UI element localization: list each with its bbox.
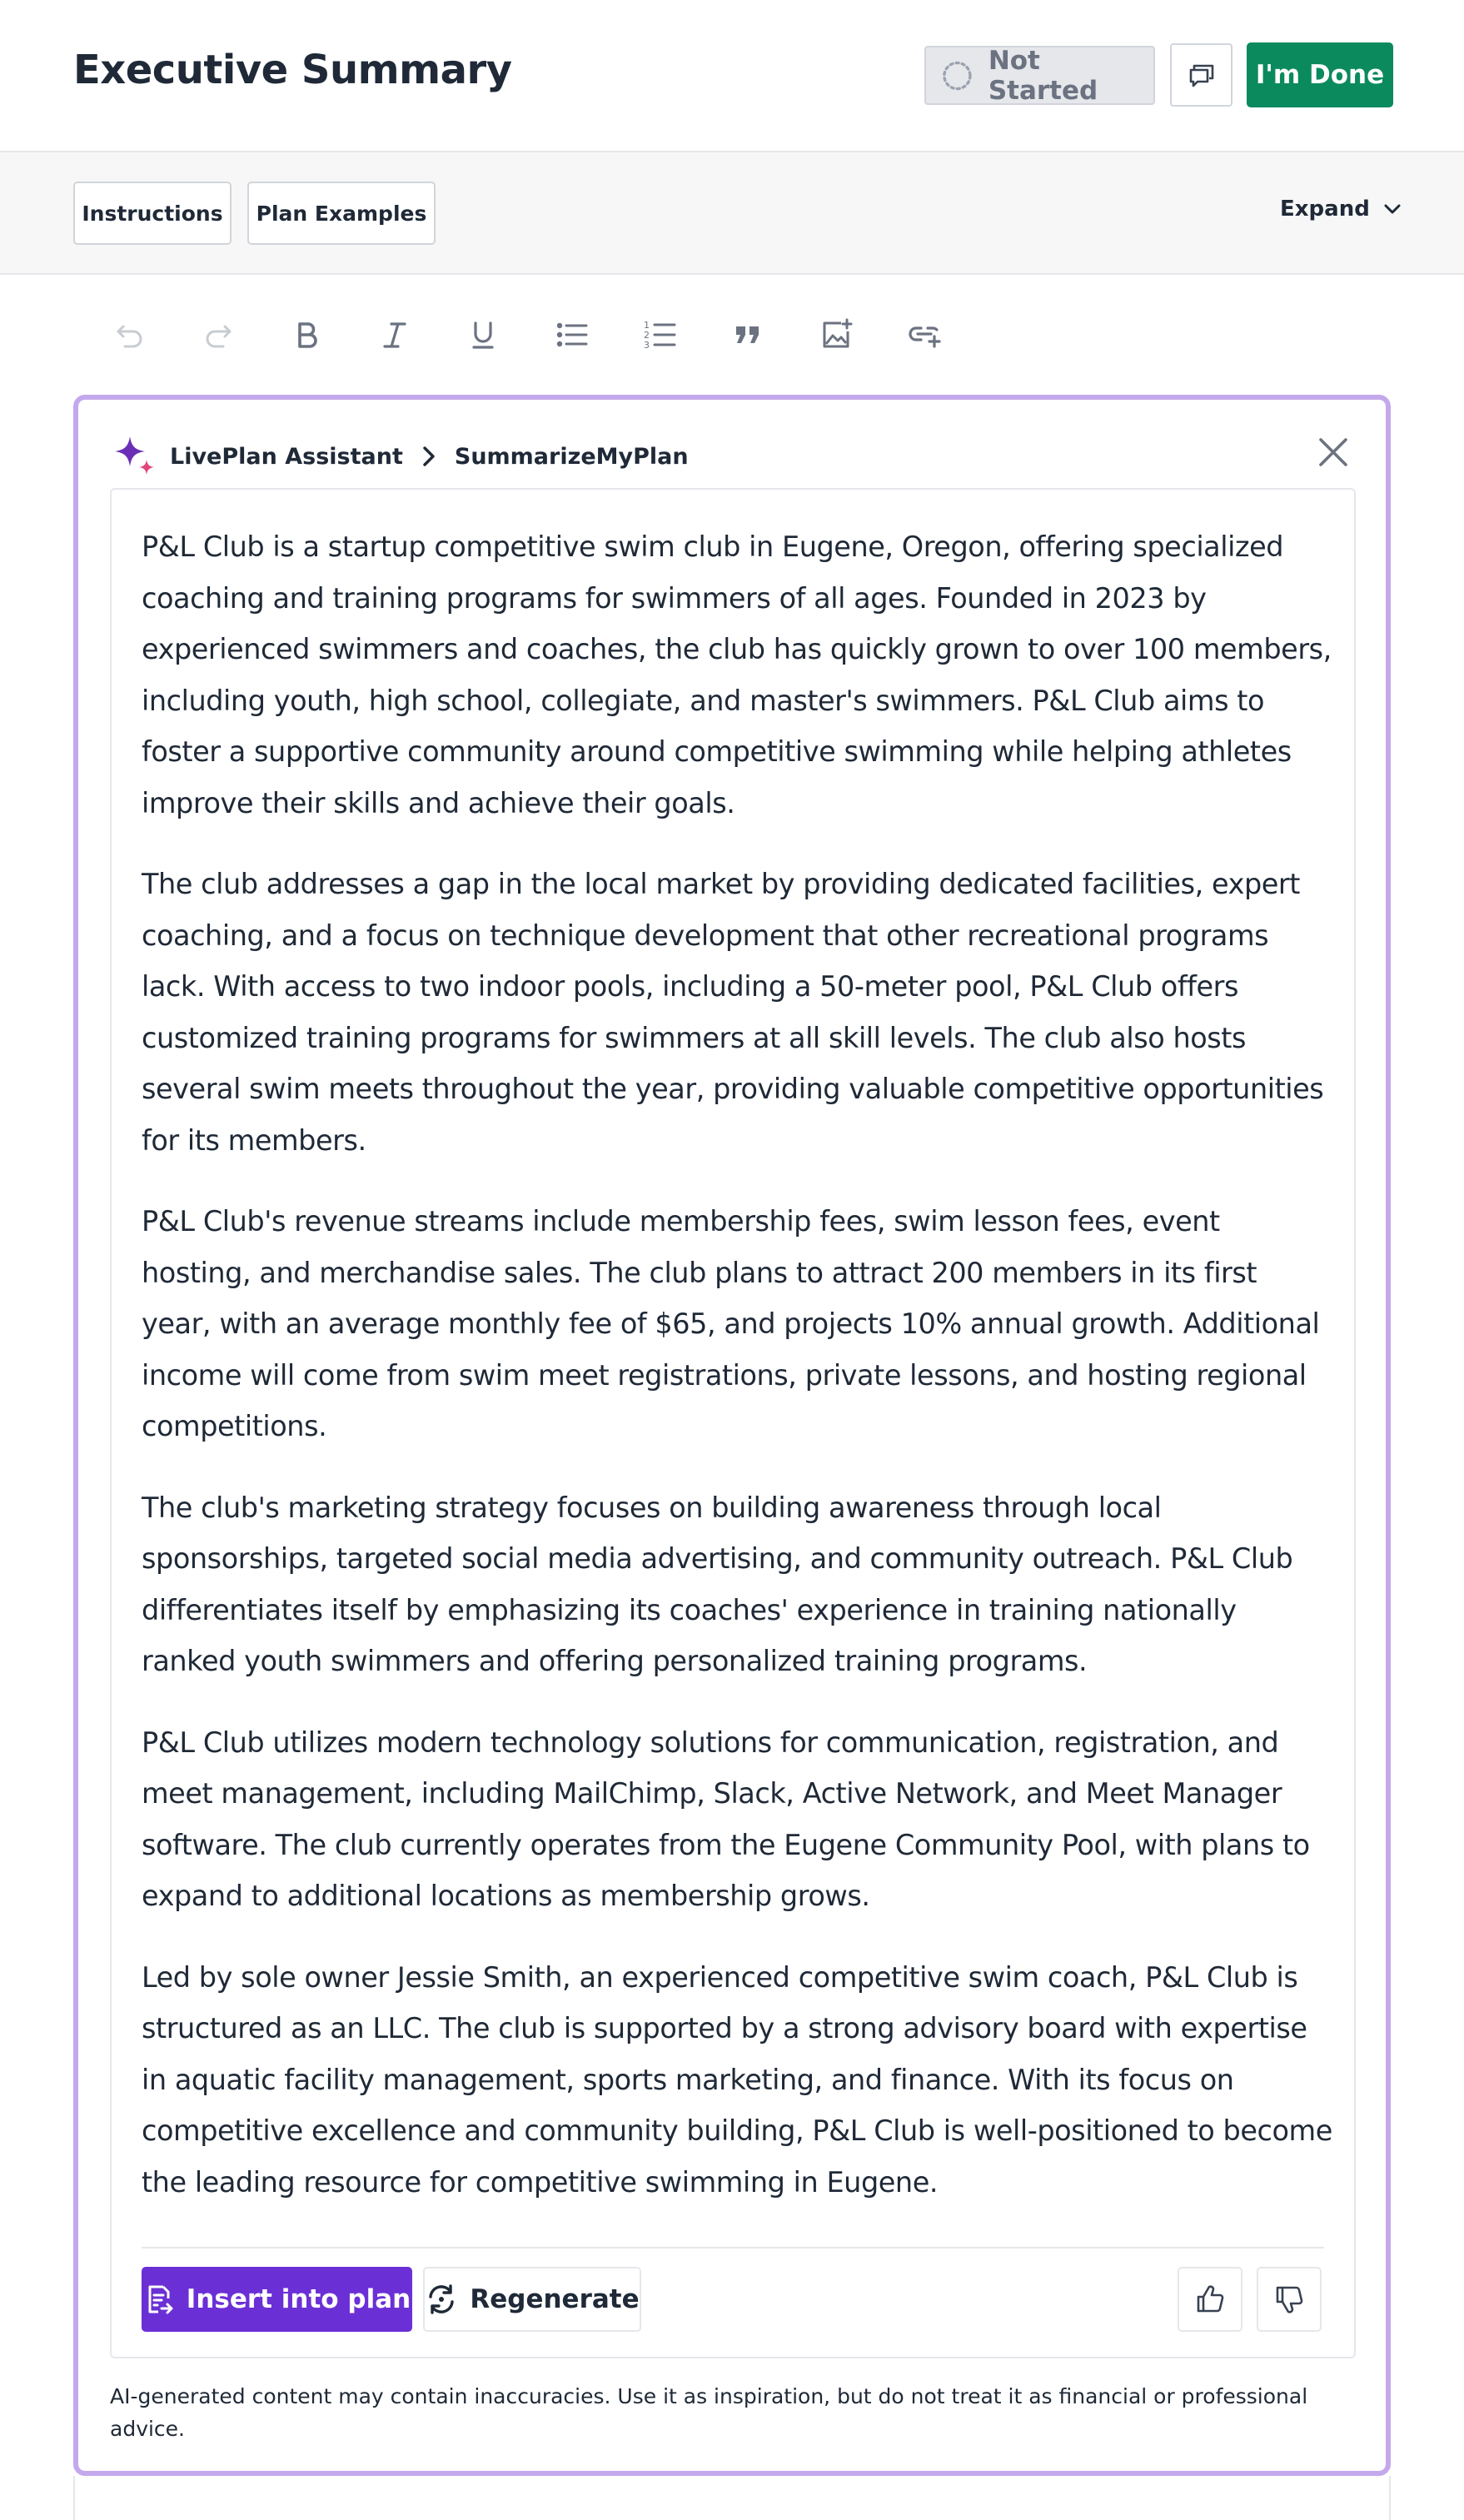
actions-divider <box>142 2247 1324 2249</box>
underline-button[interactable] <box>460 311 506 358</box>
guidance-bar <box>0 152 1464 275</box>
comment-icon <box>1187 60 1217 90</box>
summary-paragraph: The club addresses a gap in the local market by providing dedicated facilities, expert coaching, and a focus on technique development that other recreational programs lack. With access to two indoor pools, including a 50-meter pool, P&L Club offers customized training programs for swimmers at all skill levels. The club also hosts several swim meets throughout the year, providing valuable competitive opportunities for its members. <box>142 868 1324 1157</box>
thumbs-up-icon <box>1193 2283 1227 2316</box>
italic-button[interactable] <box>371 311 418 358</box>
comments-button[interactable] <box>1170 43 1232 107</box>
summary-paragraph: The club's marketing strategy focuses on building awareness through local sponsorships, targeted social media advertising, and community outreach. P&L Club differentiates itself by emphasizing its coaches' experience in training nationally ranked youth swimmers and offering personalized training programs. <box>142 1491 1293 1677</box>
insert-label: Insert into plan <box>186 2284 411 2314</box>
numbered-list-button[interactable] <box>636 311 683 358</box>
numbered-list-icon <box>641 316 678 353</box>
close-icon <box>1317 436 1350 469</box>
breadcrumb-liveplan-assistant[interactable]: LivePlan Assistant <box>170 443 403 470</box>
bold-icon <box>288 316 325 353</box>
quote-button[interactable] <box>725 311 771 358</box>
generated-summary-card <box>110 488 1356 2358</box>
summary-paragraph: Led by sole owner Jessie Smith, an experienced competitive swim coach, P&L Club is structured as an LLC. The club is supported by a strong advisory board with expertise in aquatic facility management, sports marketing, and finance. With its focus on competitive excellence and community building, P&L Club is well-positioned to become the leading resource for competitive swimming in Eugene. <box>142 1960 1332 2199</box>
summary-paragraph: P&L Club utilizes modern technology solutions for communication, registration, and meet management, including MailChimp, Slack, Active Network, and Meet Manager software. The club currently operates from the Eugene Community Pool, with plans to expand to additional locations as membership grows. <box>142 1726 1310 1912</box>
sparkle-icon <box>112 433 158 480</box>
status-text: Not Started <box>988 45 1098 106</box>
status-badge[interactable] <box>924 46 1155 105</box>
image-icon <box>818 316 854 353</box>
generated-summary-text[interactable] <box>142 521 1332 2238</box>
quote-icon <box>730 316 766 353</box>
page-header <box>0 0 1464 152</box>
svg-text:1: 1 <box>644 320 650 331</box>
link-icon <box>906 316 943 353</box>
page-title: Executive Summary <box>73 47 512 93</box>
insert-into-plan-button[interactable] <box>142 2267 412 2332</box>
redo-button[interactable] <box>195 311 242 358</box>
thumbs-down-button[interactable] <box>1257 2267 1322 2332</box>
editor-toolbar <box>107 310 989 360</box>
close-assistant-button[interactable] <box>1314 433 1352 471</box>
summary-paragraph: P&L Club is a startup competitive swim club in Eugene, Oregon, offering specialized coaching and training programs for swimmers of all ages. Founded in 2023 by experienced swimmers and coaches, the club has quickly grown to over 100 members, including youth, high school, collegiate, and master's swimmers. P&L Club aims to foster a supportive community around competitive swimming while helping athletes improve their skills and achieve their goals. <box>142 530 1332 819</box>
breadcrumb-summarize-my-plan: SummarizeMyPlan <box>454 443 689 470</box>
assistant-breadcrumb <box>112 433 689 480</box>
italic-icon <box>376 316 413 353</box>
refresh-icon <box>425 2283 458 2316</box>
link-button[interactable] <box>901 311 948 358</box>
insert-document-icon <box>143 2283 175 2315</box>
redo-icon <box>200 316 237 353</box>
ai-disclaimer: AI-generated content may contain inaccuracies. Use it as inspiration, but do not treat it as financial or professional advice. <box>110 2384 1308 2441</box>
bold-button[interactable] <box>283 311 330 358</box>
instructions-button[interactable]: Instructions <box>73 182 232 245</box>
undo-icon <box>112 316 148 353</box>
svg-text:3: 3 <box>644 340 650 351</box>
im-done-button[interactable]: I'm Done <box>1247 42 1393 107</box>
chevron-right-icon <box>416 444 441 469</box>
undo-button[interactable] <box>107 311 153 358</box>
chevron-down-icon <box>1382 198 1403 220</box>
plan-examples-button[interactable]: Plan Examples <box>247 182 436 245</box>
bullet-list-button[interactable] <box>548 311 595 358</box>
status-circle-icon <box>941 59 974 92</box>
underline-icon <box>465 316 501 353</box>
assistant-panel <box>73 395 1391 2476</box>
summary-paragraph: P&L Club's revenue streams include membership fees, swim lesson fees, event hosting, and merchandise sales. The club plans to attract 200 members in its first year, with an average monthly fee of $65, and projects 10% annual growth. Additional income will come from swim meet registrations, private lessons, and hosting regional competitions. <box>142 1205 1320 1442</box>
thumbs-up-button[interactable] <box>1178 2267 1242 2332</box>
editor-body[interactable] <box>73 2476 1391 2520</box>
thumbs-down-icon <box>1272 2283 1306 2316</box>
svg-text:2: 2 <box>644 330 650 341</box>
bullet-list-icon <box>553 316 590 353</box>
expand-toggle[interactable] <box>1280 197 1403 222</box>
expand-label: Expand <box>1280 197 1370 222</box>
image-button[interactable] <box>813 311 859 358</box>
regenerate-button[interactable] <box>423 2267 641 2332</box>
regenerate-label: Regenerate <box>470 2284 640 2314</box>
